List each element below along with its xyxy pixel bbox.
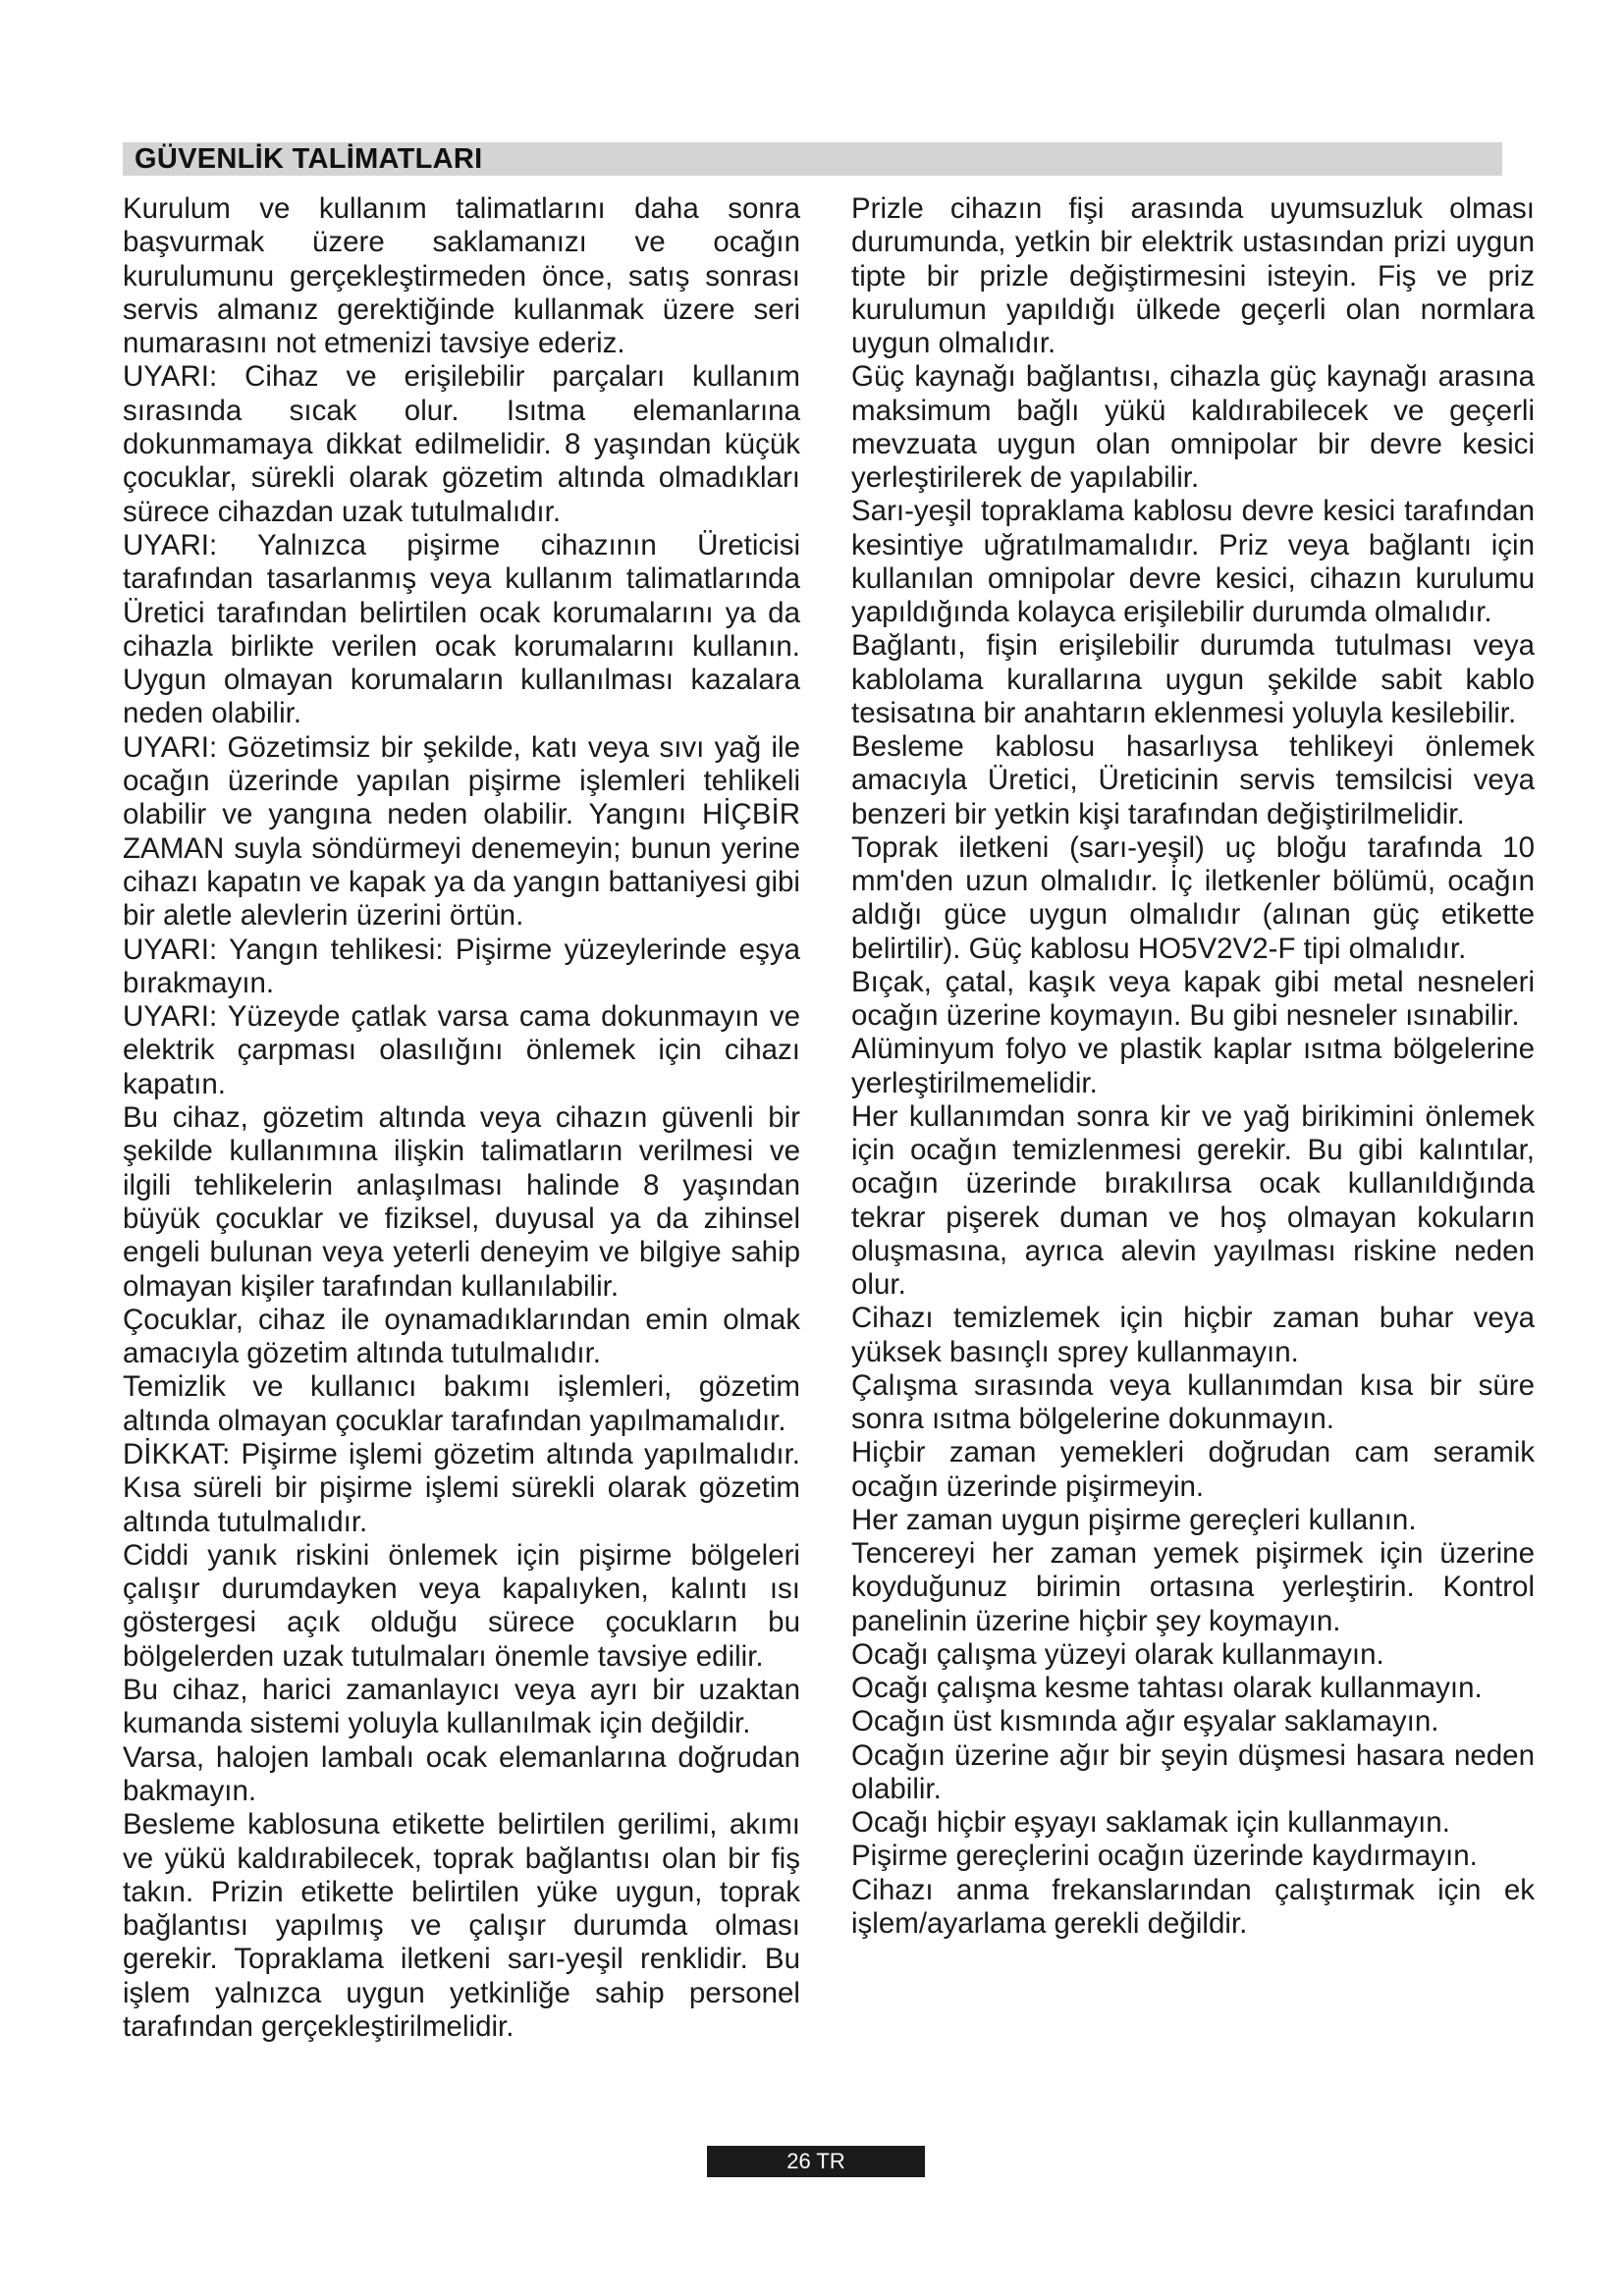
paragraph: Çocuklar, cihaz ile oynamadıklarından emin olmak amacıyla gözetim altında tutulmalıdır. [123, 1303, 800, 1370]
paragraph: Ocağı çalışma kesme tahtası olarak kullanmayın. [851, 1672, 1483, 1704]
paragraph: Temizlik ve kullanıcı bakımı işlemleri, gözetim altında olmayan çocuklar tarafından yapılmamalıdır. [123, 1370, 800, 1437]
paragraph: UYARI: Yangın tehlikesi: Pişirme yüzeylerinde eşya bırakmayın. [123, 933, 800, 999]
page-number: 26 TR [786, 2149, 845, 2173]
paragraph: Ciddi yanık riskini önlemek için pişirme bölgeleri çalışır durumdayken veya kapalıyken, kalıntı ısı göstergesi açık olduğu sürece çocukların bu bölgelerden uzak tutulmaları önemle tavsiye edilir. [123, 1538, 800, 1673]
paragraph: UYARI: Yalnızca pişirme cihazının Üreticisi tarafından tasarlanmış veya kullanım talimatlarında Üretici tarafından belirtilen ocak korumalarını ya da cihazla birlikte verilen ocak korumalarını kullanın. Uygun olmayan korumaların kullanılması kazalara neden olabilir. [123, 528, 800, 730]
paragraph: Ocağı çalışma yüzeyi olarak kullanmayın. [851, 1637, 1384, 1671]
paragraph: Kurulum ve kullanım talimatlarını daha sonra başvurmak üzere saklamanızı ve ocağın kurulumunu gerçekleştirmeden önce, satış sonrası servis almanız gerektiğinde kullanmak üzere seri numarasını not etmenizi tavsiye ederiz. [123, 192, 800, 360]
paragraph: Bu cihaz, harici zamanlayıcı veya ayrı bir uzaktan kumanda sistemi yoluyla kullanılmak için değildir. [123, 1674, 800, 1740]
paragraph: Ocağın üst kısmında ağır eşyalar saklamayın. [851, 1705, 1439, 1738]
paragraph: Tencereyi her zaman yemek pişirmek için üzerine koyduğunuz birimin ortasına yerleştirin. Kontrol panelinin üzerine hiçbir şey koymayın. [851, 1537, 1535, 1637]
left-column [123, 192, 800, 2044]
right-column [851, 192, 1535, 1941]
paragraph: Alüminyum folyo ve plastik kaplar ısıtma bölgelerine yerleştirilmemelidir. [851, 1033, 1535, 1099]
paragraph: Besleme kablosu hasarlıysa tehlikeyi önlemek amacıyla Üretici, Üreticinin servis temsilcisi veya benzeri bir yetkin kişi tarafından değiştirilmelidir. [851, 730, 1535, 830]
paragraph: Prizle cihazın fişi arasında uyumsuzluk olması durumunda, yetkin bir elektrik ustasından prizi uygun tipte bir prizle değiştirmesini isteyin. Fiş ve priz kurulumun yapıldığı ülkede geçerli olan normlara uygun olmalıdır. [851, 192, 1535, 359]
paragraph: Bu cihaz, gözetim altında veya cihazın güvenli bir şekilde kullanımına ilişkin talimatların verilmesi ve ilgili tehlikelerin anlaşılması halinde 8 yaşından büyük çocuklar ve fiziksel, duyusal ya da zihinsel engeli bulunan veya yeterli deneyim ve bilgiye sahip olmayan kişiler tarafından kullanılabilir. [123, 1101, 800, 1303]
paragraph: Toprak iletkeni (sarı-yeşil) uç bloğu tarafında 10 mm'den uzun olmalıdır. İç iletkenler bölümü, ocağın aldığı güce uygun olmalıdır (alınan güç etikette belirtilir). Güç kablosu HO5V2V2-F tipi olmalıdır. [851, 830, 1535, 965]
section-title: GÜVENLİK TALİMATLARI [135, 143, 483, 175]
section-header-bar [123, 142, 1502, 176]
paragraph: Her kullanımdan sonra kir ve yağ birikimini önlemek için ocağın temizlenmesi gerekir. Bu gibi kalıntılar, ocağın üzerinde bırakılırsa ocak kullanıldığında tekrar pişerek duman ve hoş olmayan kokuların oluşmasına, ayrıca alevin yayılması riskine neden olur. [851, 1099, 1535, 1301]
paragraph: Cihazı temizlemek için hiçbir zaman buhar veya yüksek basınçlı sprey kullanmayın. [851, 1302, 1535, 1368]
paragraph: UYARI: Yüzeyde çatlak varsa cama dokunmayın ve elektrik çarpması olasılığını önlemek için cihazı kapatın. [123, 1000, 800, 1100]
paragraph: Cihazı anma frekanslarından çalıştırmak için ek işlem/ayarlama gerekli değildir. [851, 1873, 1535, 1940]
paragraph: Çalışma sırasında veya kullanımdan kısa bir süre sonra ısıtma bölgelerine dokunmayın. [851, 1368, 1535, 1435]
paragraph: Sarı-yeşil topraklama kablosu devre kesici tarafından kesintiye uğratılmamalıdır. Priz veya bağlantı için kullanılan omnipolar devre kesici, cihazın kurulumu yapıldığında kolayca erişilebilir durumda olmalıdır. [851, 495, 1535, 628]
paragraph: Ocağın üzerine ağır bir şeyin düşmesi hasara neden olabilir. [851, 1738, 1535, 1805]
paragraph: Ocağı hiçbir eşyayı saklamak için kullanmayın. [851, 1806, 1450, 1839]
paragraph: Her zaman uygun pişirme gereçleri kullanın. [851, 1503, 1417, 1536]
paragraph: Bağlantı, fişin erişilebilir durumda tutulması veya kablolama kurallarına uygun şekilde sabit kablo tesisatına bir anahtarın eklenmesi yoluyla kesilebilir. [851, 629, 1535, 729]
paragraph: Besleme kablosuna etikette belirtilen gerilimi, akımı ve yükü kaldırabilecek, toprak bağlantısı olan bir fiş takın. Prizin etikette belirtilen yüke uygun, toprak bağlantısı yapılmış ve çalışır durumda olması gerekir. Topraklama iletkeni sarı-yeşil renklidir. Bu işlem yalnızca uygun yetkinliğe sahip personel tarafından gerçekleştirilmelidir. [123, 1808, 800, 2044]
paragraph: Pişirme gereçlerini ocağın üzerinde kaydırmayın. [851, 1840, 1478, 1873]
paragraph: DİKKAT: Pişirme işlemi gözetim altında yapılmalıdır. Kısa süreli bir pişirme işlemi sürekli olarak gözetim altında tutulmalıdır. [123, 1437, 800, 1538]
paragraph: UYARI: Gözetimsiz bir şekilde, katı veya sıvı yağ ile ocağın üzerinde yapılan pişirme işlemleri tehlikeli olabilir ve yangına neden olabilir. Yangını HİÇBİR ZAMAN suyla söndürmeyi denemeyin; bunun yerine cihazı kapatın ve kapak ya da yangın battaniyesi gibi bir aletle alevlerin üzerini örtün. [123, 730, 800, 933]
paragraph: UYARI: Cihaz ve erişilebilir parçaları kullanım sırasında sıcak olur. Isıtma elemanlarına dokunmamaya dikkat edilmelidir. 8 yaşından küçük çocuklar, sürekli olarak gözetim altında olmadıkları sürece cihazdan uzak tutulmalıdır. [123, 360, 800, 528]
paragraph: Varsa, halojen lambalı ocak elemanlarına doğrudan bakmayın. [123, 1740, 800, 1807]
paragraph: Hiçbir zaman yemekleri doğrudan cam seramik ocağın üzerinde pişirmeyin. [851, 1436, 1535, 1503]
paragraph: Güç kaynağı bağlantısı, cihazla güç kaynağı arasına maksimum bağlı yükü kaldırabilecek ve geçerli mevzuata uygun olan omnipolar bir devre kesici yerleştirilerek de yapılabilir. [851, 360, 1535, 494]
paragraph: Bıçak, çatal, kaşık veya kapak gibi metal nesneleri ocağın üzerine koymayın. Bu gibi nesneler ısınabilir. [851, 965, 1535, 1032]
page-number-box [707, 2146, 925, 2177]
